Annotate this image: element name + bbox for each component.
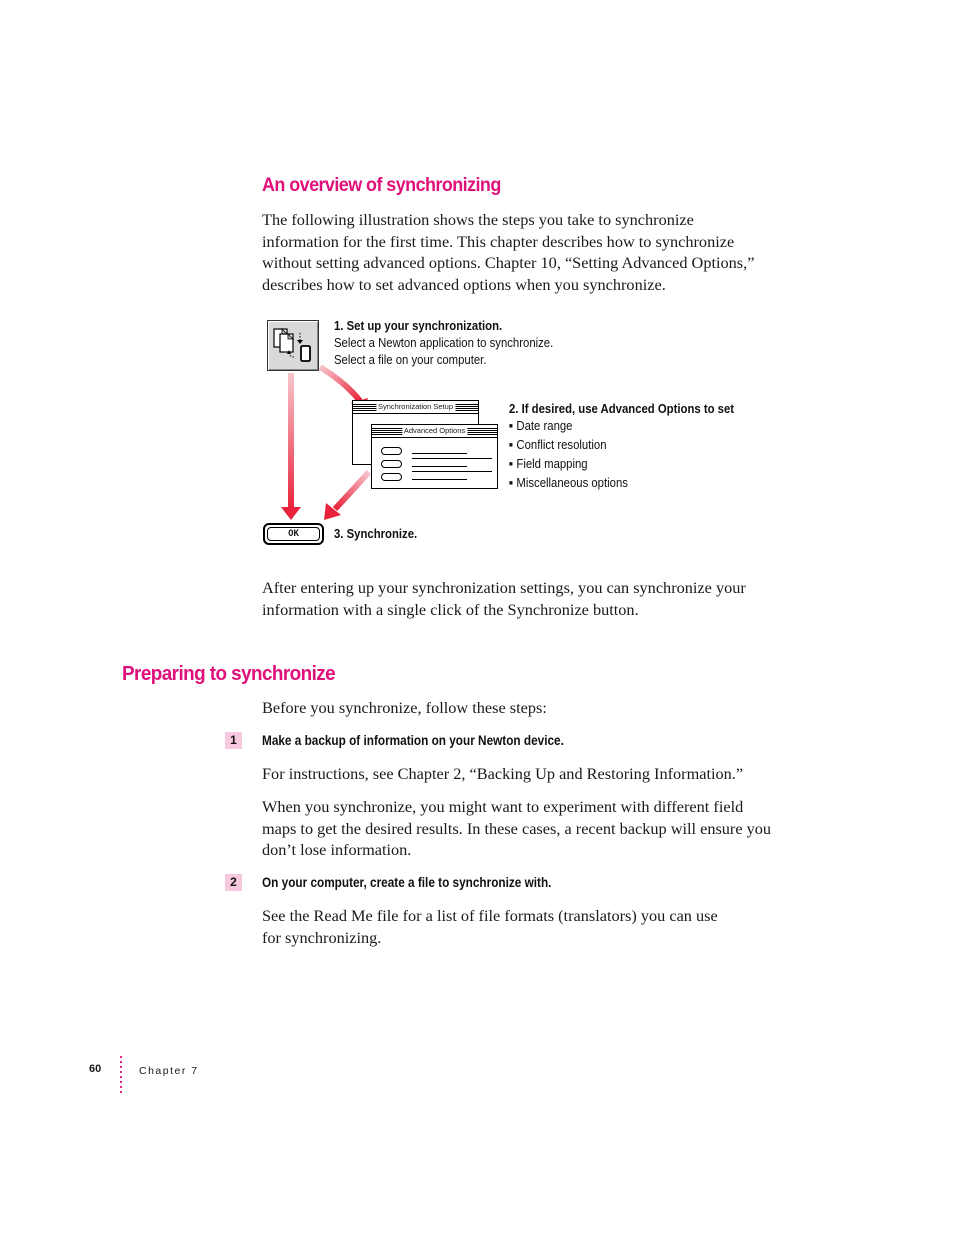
sync-app-icon[interactable] bbox=[267, 320, 319, 371]
step2-bullet: ■ Conflict resolution bbox=[509, 437, 734, 456]
step-number: 1 bbox=[225, 732, 242, 749]
text-line: don’t lose information. bbox=[262, 840, 412, 860]
step2-bullet: ■ Date range bbox=[509, 418, 734, 437]
step-number: 2 bbox=[225, 874, 242, 891]
step2-bullet: ■ Miscellaneous options bbox=[509, 475, 734, 494]
step3-caption bbox=[334, 526, 417, 543]
step1-title: 1. Set up your synchronization. bbox=[334, 319, 503, 333]
option-field bbox=[381, 447, 402, 455]
text-line: See the Read Me file for a list of file formats (translators) you can use bbox=[262, 906, 718, 925]
text-line: information with a single click of the Synchronize button. bbox=[262, 599, 639, 619]
option-line bbox=[412, 479, 467, 480]
step3-title: 3. Synchronize. bbox=[334, 527, 418, 541]
text-line: After entering up your synchronization settings, you can synchronize your bbox=[262, 578, 746, 597]
after-paragraph bbox=[262, 577, 746, 620]
intro-paragraph bbox=[262, 209, 754, 296]
option-line bbox=[412, 453, 467, 454]
arrow-to-ok bbox=[324, 472, 369, 520]
text-line: for synchronizing. bbox=[262, 927, 382, 947]
advanced-options-window bbox=[371, 424, 498, 489]
step-title: On your computer, create a file to synchronize with. bbox=[262, 875, 552, 890]
window-title-bar bbox=[353, 401, 478, 414]
option-field bbox=[381, 460, 402, 468]
text-line: The following illustration shows the steps you take to synchronize bbox=[262, 210, 694, 229]
sync-illustration bbox=[262, 315, 782, 550]
step-title: Make a backup of information on your Newton device. bbox=[262, 733, 564, 748]
option-field bbox=[381, 473, 402, 481]
text-line: describes how to set advanced options when you synchronize. bbox=[262, 275, 666, 295]
step2-title: 2. If desired, use Advanced Options to set bbox=[509, 402, 735, 416]
window-title: Synchronization Setup bbox=[377, 402, 454, 411]
text-line: When you synchronize, you might want to experiment with different field bbox=[262, 797, 744, 816]
window-title-bar bbox=[372, 425, 497, 438]
text-line: For instructions, see Chapter 2, “Backing Up and Restoring Information.” bbox=[262, 764, 744, 783]
text-line: information for the first time. This chapter describes how to synchronize bbox=[262, 231, 735, 251]
step1-line: Select a Newton application to synchronize. bbox=[334, 336, 554, 350]
step-paragraph bbox=[262, 796, 771, 861]
step2-caption bbox=[509, 401, 734, 494]
chapter-label: Chapter 7 bbox=[139, 1065, 199, 1077]
step1-caption bbox=[334, 318, 553, 369]
section-heading: An overview of synchronizing bbox=[262, 174, 501, 196]
document-sync-icon bbox=[268, 321, 318, 370]
down-arrow bbox=[281, 373, 301, 520]
ok-button[interactable] bbox=[263, 523, 324, 545]
page-number: 60 bbox=[89, 1063, 102, 1075]
ok-button-label: OK bbox=[267, 527, 320, 541]
text-line: without setting advanced options. Chapter 10, “Setting Advanced Options,” bbox=[262, 253, 755, 273]
window-title: Advanced Options bbox=[403, 426, 466, 435]
section-heading: Preparing to synchronize bbox=[122, 662, 336, 685]
step-paragraph bbox=[262, 905, 718, 948]
option-line bbox=[412, 458, 492, 459]
section2-intro: Before you synchronize, follow these steps: bbox=[262, 698, 547, 717]
step-paragraph bbox=[262, 763, 743, 785]
step2-bullet: ■ Field mapping bbox=[509, 456, 734, 475]
option-line bbox=[412, 471, 492, 472]
step1-line: Select a file on your computer. bbox=[334, 353, 487, 367]
text-line: maps to get the desired results. In these cases, a recent backup will ensure you bbox=[262, 818, 772, 838]
option-line bbox=[412, 466, 467, 467]
dotted-divider bbox=[118, 1055, 124, 1095]
